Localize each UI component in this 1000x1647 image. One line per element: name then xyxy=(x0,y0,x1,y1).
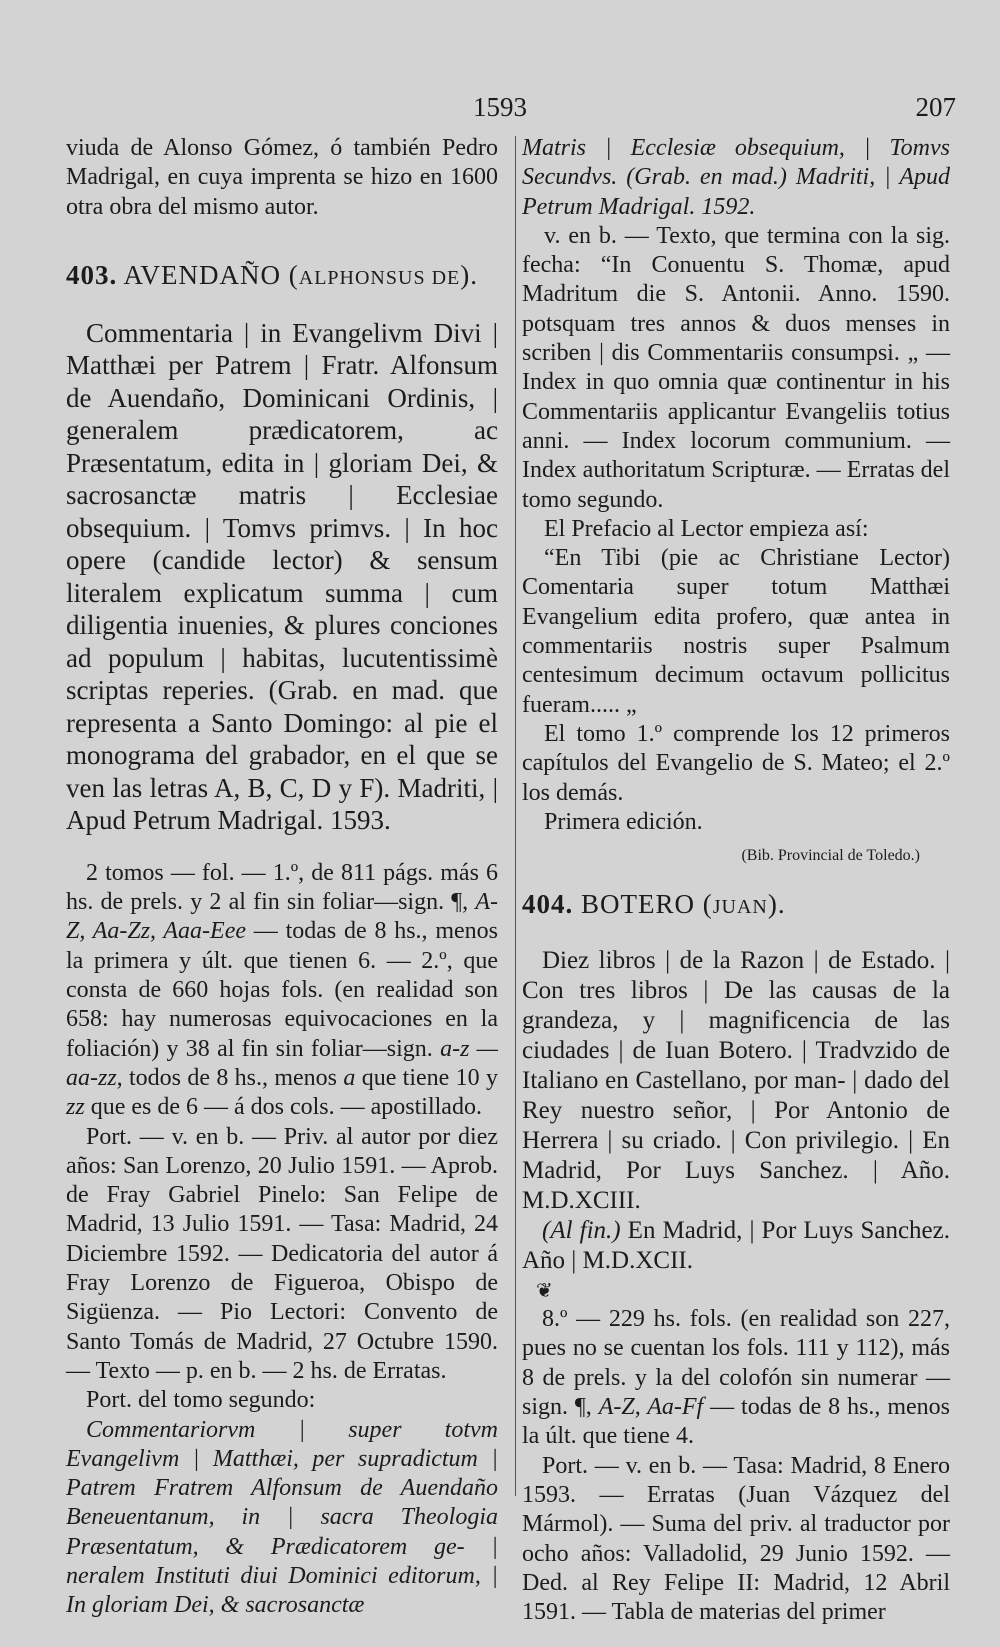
entry-403-volume-2-description: v. en b. — Texto, que termina con la sig. fecha: “In Conuentu S. Thomæ, apud Madritum die S. Antonii. Anno. 1590. potsquam tres annos & duos menses in scriben | dis Commentariis consumpsi. „ — Index in quo omnia quæ continentur in his Commentariis applicantur Evangeliis totius anni. — Index locorum communium. — Index authoritatum Scripturæ. — Erratas del tomo segundo. xyxy=(522,222,950,513)
continuation-text: viuda de Alonso Gómez, ó también Pedro Madrigal, en cuya imprenta se hizo en 1600 otra obra del mismo autor. xyxy=(66,135,498,220)
entry-number: 404. xyxy=(522,889,574,920)
prefacio-quote: “En Tibi (pie ac Christiane Lector) Comentaria super totum Matthæi Evangelium edita profero, quæ antea in commentariis nostris super Psalmum centesimum decimum octavum pollicitus fueram..... „ xyxy=(522,545,950,718)
right-column xyxy=(522,134,950,1627)
entry-number: 403. xyxy=(66,259,118,290)
entry-403-physical-description: 2 tomos — fol. — 1.º, de 811 págs. más 6 hs. de prels. y 2 al fin sin foliar—sign. ¶, A-Z, Aa-Zz, Aaa-Eee — todas de 8 hs., menos la primera y últ. que tienen 6. — 2.º, que consta de 660 hojas fols. (en realidad son 658: hay numerosas equivocaciones en la foliación) y 38 al fin sin foliar—sign. a-z — aa-zz, todos de 8 hs., menos a que tiene 10 y zz que es de 6 — á dos cols. — apostillado. xyxy=(66,859,499,1121)
entry-404-physical-description: 8.º — 229 hs. fols. (en realidad son 227, pues no se cuentan los fols. 111 y 112), más 8 de prels. y la del colofón sin numerar — sign. ¶, A-Z, Aa-Ff — todas de 8 hs., menos la últ. que tiene 4. xyxy=(522,1306,951,1450)
printer-ornament-icon: ❦ xyxy=(536,1280,553,1303)
continuation-title: Matris | Ecclesiæ obsequium, | Tomvs Secundvs. (Grab. en mad.) Madriti, | Apud Petrum Madrigal. 1592. xyxy=(522,135,950,220)
entry-403-heading: 403. AVENDAÑO (ALPHONSUS DE). xyxy=(66,259,478,290)
edition-note: Primera edición. xyxy=(544,808,703,835)
year-heading: 1593 xyxy=(473,92,527,122)
entry-404-title: Diez libros | de la Razon | de Estado. | Con tres libros | De las causas de la grandeza, y | magnificencia de las ciudades | de Iuan Botero. | Tradvzido de Italiano en Castellano, por man- | dado del Rey nuestro señor, | Por Antonio de Herrera | su criado. | Con privilegio. | En Madrid, Por Luys Sanchez. | Año. M.D.XCIII. xyxy=(522,947,950,1215)
left-column xyxy=(66,134,498,1621)
entry-author: AVENDAÑO ( xyxy=(123,259,299,290)
column-divider xyxy=(515,136,516,1496)
entry-author: BOTERO ( xyxy=(581,889,713,920)
library-location: (Bib. Provincial de Toledo.) xyxy=(741,847,920,865)
entry-403-portada-2-label: Port. del tomo segundo: xyxy=(86,1387,316,1414)
entry-404-colophon: (Al fin.) En Madrid, | Por Luys Sanchez. Año | M.D.XCII. xyxy=(522,1217,950,1275)
entry-403-title: Commentaria | in Evangelivm Divi | Matthæi per Patrem | Fratr. Alfonsum de Auendaño, Dominicani Ordinis, | generalem prædicatorem, ac Præsentatum, edita in | gloriam Dei, & sacrosanctæ matris | Ecclesiae obsequium. | Tomvs primvs. | In hoc opere (candide lector) & sensum literalem explicatum summa | cum diligentia inuenies, & plures conciones ad populum | habitas, lucutentissimè scriptas reperies. (Grab. en mad. que representa a Santo Domingo: al pie el monograma del grabador, en el que se ven las letras A, B, C, D y F). Madriti, | Apud Petrum Madrigal. 1593. xyxy=(66,317,498,836)
volumes-note: El tomo 1.º comprende los 12 primeros capítulos del Evangelio de S. Mateo; el 2.º los demás. xyxy=(522,720,950,806)
entry-403-portada-2-text: Commentariorvm | super totvm Evangelivm | Matthæi, per supradictum | Patrem Fratrem Alfonsum de Auendaño Beneuentanum, in | sacra Theologia Præsentatum, & Prædicatorem ge- | neralem Instituti diui Dominici editorum, | In gloriam Dei, & sacrosanctæ xyxy=(66,1416,498,1619)
entry-404-heading: 404. BOTERO (JUAN). xyxy=(522,889,786,920)
entry-403-portada: Port. — v. en b. — Priv. al autor por diez años: San Lorenzo, 20 Julio 1591. — Aprob. de Fray Gabriel Pinelo: San Felipe de Madrid, 13 Julio 1591. — Tasa: Madrid, 24 Diciembre 1592. — Dedicatoria del autor á Fray Lorenzo de Figueroa, Obispo de Sigüenza. — Pio Lectori: Convento de Santo Tomás de Madrid, 27 Octubre 1590. — Texto — p. en b. — 2 hs. de Erratas. xyxy=(66,1123,498,1384)
page-number: 207 xyxy=(915,92,956,122)
entry-author-given: ALPHONSUS DE xyxy=(298,266,461,289)
entry-author-given: JUAN xyxy=(712,896,768,919)
entry-404-portada: Port. — v. en b. — Tasa: Madrid, 8 Enero 1593. — Erratas (Juan Vázquez del Mármol). — Suma del priv. al traductor por ocho años: Valladolid, 29 Junio 1592. — Ded. al Rey Felipe II: Madrid, 12 Abril 1591. — Tabla de materias del primer xyxy=(522,1452,950,1626)
prefacio-intro: El Prefacio al Lector empieza así: xyxy=(544,515,869,542)
